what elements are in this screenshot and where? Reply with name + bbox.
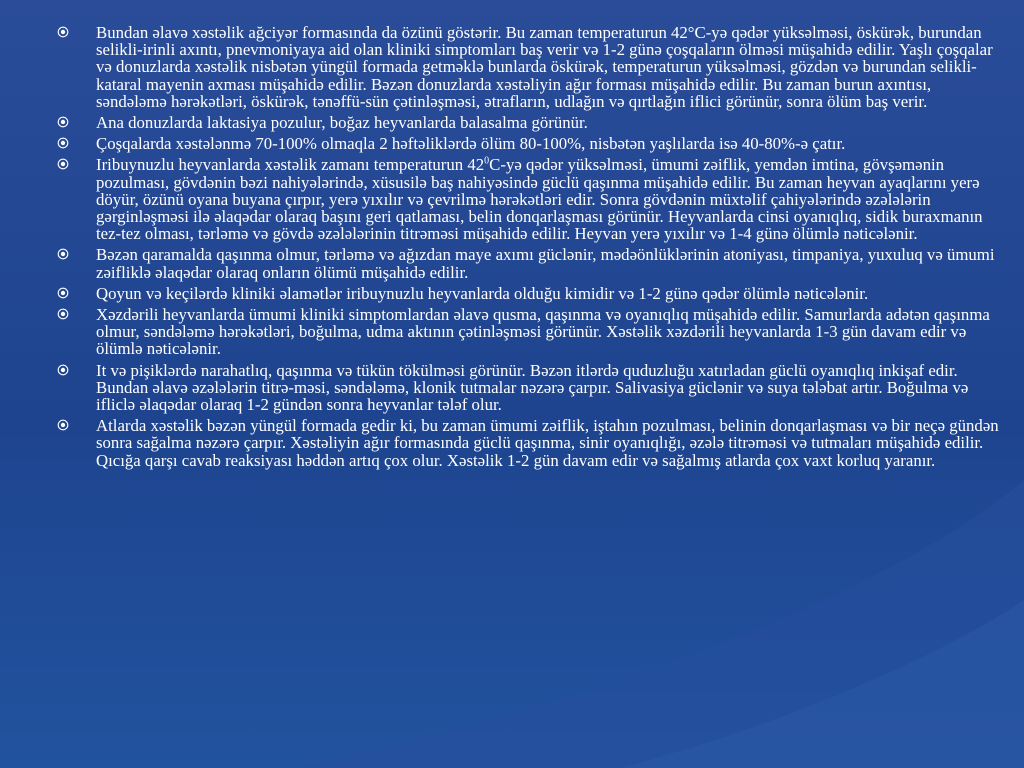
circle-bullet-icon	[57, 26, 69, 38]
bullet-item-6	[56, 285, 1000, 302]
bullet-text-part: Iribuynuzlu heyvanlarda xəstəlik zamanı temperaturun 42	[96, 155, 485, 175]
bullet-item-5	[56, 246, 1000, 280]
bullet-item-3	[56, 135, 1000, 152]
bullet-text: Atlarda xəstəlik bəzən yüngül formada gedir ki, bu zaman ümumi zəiflik, iştahın pozulması, belinin donqarlaşması və bir neçə gündən sonra sağalma nəzərə çarpır. Xəstəliyin ağır formasında güclü qaşınma, sinir oyanıqlığı, əzələ titrəməsi və tutmaları müşahidə edilir. Qıcığa qarşı cavab reaksiyası həddən artıq çox olur. Xəstəlik 1-2 gün davam edir və sağalmış atlarda çox vaxt korluq yaranır.	[96, 416, 999, 470]
bullet-item-4	[56, 156, 1000, 242]
bullet-text: Bundan əlavə xəstəlik ağciyər formasında da özünü göstərir. Bu zaman temperaturun 42°C-yə qədər yüksəlməsi, öskürək, burundan selikli-irinli axıntı, pnevmoniyaya aid olan kliniki simptomları baş verir və 1-2 günə çoşqaların ölməsi müşahidə edilir. Yaşlı çoşqalar və donuzlarda xəstəlik nisbətən yüngül formada getməklə bunlarda öskürək, temperaturun yüksəlməsi, gözdən və burundan selikli-kataral mayenin axması müşahidə edilir. Bəzən donuzlarda xəstəliyin ağır forması müşahidə edilir. Bu zaman burun axıntısı, səndələmə hərəkətləri, öskürək, tənəffü-sün çətinləşməsi, ətrafların, udlağın və qırtlağın iflici görünür, sonra ölüm baş verir.	[96, 23, 993, 111]
superscript: 0	[484, 155, 490, 167]
bullet-text: Ana donuzlarda laktasiya pozulur, boğaz heyvanlarda balasalma görünür.	[96, 113, 588, 133]
bullet-text: Qoyun və keçilərdə kliniki əlamətlər iribuynuzlu heyvanlarda olduğu kimidir və 1-2 günə qədər ölümlə nəticələnir.	[96, 283, 869, 303]
circle-bullet-icon	[57, 287, 69, 299]
circle-bullet-icon	[57, 364, 69, 376]
bullet-text: Xəzdərili heyvanlarda ümumi kliniki simptomlardan əlavə qusma, qaşınma və oyanıqlıq müşahidə edilir. Samurlarda adətən qaşınma olmur, səndələmə hərəkətləri, boğulma, udma aktının çətinləşməsi görünür. Xəstəlik xəzdərili heyvanlarda 1-3 gün davam edir və ölümlə nəticələnir.	[96, 305, 990, 359]
circle-bullet-icon	[57, 419, 69, 431]
bullet-item-7	[56, 306, 1000, 358]
circle-bullet-icon	[57, 116, 69, 128]
circle-bullet-icon	[57, 308, 69, 320]
circle-bullet-icon	[57, 248, 69, 260]
bullet-text: Bəzən qaramalda qaşınma olmur, tərləmə və ağızdan maye axımı güclənir, mədəönlüklərinin atoniyası, timpaniya, yuxuluq və ümumi zəifliklə əlaqədar olaraq onların ölümü müşahidə edilir.	[96, 245, 995, 282]
circle-bullet-icon	[57, 158, 69, 170]
bullet-text: It və pişiklərdə narahatlıq, qaşınma və tükün tökülməsi görünür. Bəzən itlərdə quduzluğu xatırladan güclü oyanıqlıq inkişaf edir. Bundan əlavə əzələlərin titrə-məsi, səndələmə, klonik tutmalar nəzərə çarpır. Salivasiya güclənir və suya tələbat artır. Boğulma və ifliclə əlaqədar olaraq 1-2 gündən sonra heyvanlar tələf olur.	[96, 360, 969, 415]
bullet-item-8	[56, 362, 1000, 414]
bullet-list	[56, 24, 1000, 469]
bullet-item-9	[56, 417, 1000, 469]
bullet-item-1	[56, 24, 1000, 110]
bullet-text	[96, 156, 1000, 242]
bullet-item-2	[56, 114, 1000, 131]
bullet-text-part: C-yə qədər yüksəlməsi, ümumi zəiflik, yemdən imtina, gövşəmənin pozulması, gövdənin bəzi nahiyələrində, xüsusilə baş nahiyəsində güclü qaşınma müşahidə edilir. Bu zaman heyvan ayaqlarını yerə döyür, özünü oyana buyana çırpır, yerə yıxılır və çevrilmə hərəkətləri edir. Sonra gövdənin müxtəlif çahiyələrində əzələlərin gərginləşməsi ilə əlaqədar olaraq başını geri qatlaması, belin donqarlaşması görünür. Heyvanlarda cinsi oyanıqlıq, sidik buraxmanın tez-tez olması, tərləmə və gövdə əzələlərinin titrəməsi müşahidə edilir. Heyvan yerə yıxılır və 1-4 günə ölümlə nəticələnir.	[96, 155, 983, 244]
slide-content	[56, 24, 1000, 473]
bullet-text: Çoşqalarda xəstələnmə 70-100% olmaqla 2 həftəliklərdə ölüm 80-100%, nisbətən yaşlılarda isə 40-80%-ə çatır.	[96, 134, 846, 154]
circle-bullet-icon	[57, 137, 69, 149]
